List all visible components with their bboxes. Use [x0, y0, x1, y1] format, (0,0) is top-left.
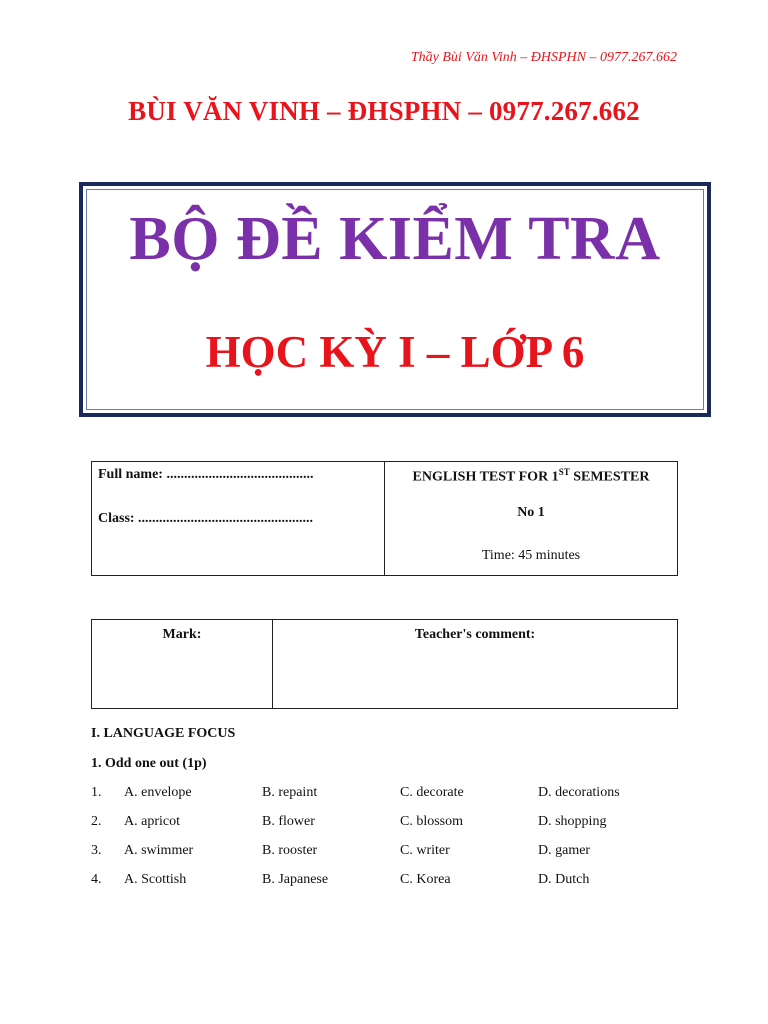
author-line: BÙI VĂN VINH – ĐHSPHN – 0977.267.662 — [128, 96, 640, 126]
title-main: BỘ ĐỀ KIỂM TRA — [129, 205, 661, 273]
option-b: B. rooster — [262, 843, 318, 858]
option-d: D. shopping — [538, 814, 607, 829]
option-a: A. swimmer — [124, 843, 194, 858]
question-row — [91, 843, 691, 863]
option-c: C. decorate — [400, 785, 464, 800]
class-field: Class: .................................................. — [98, 511, 314, 526]
mark-cell: Mark: — [92, 620, 273, 709]
question-row — [91, 785, 691, 805]
info-table — [91, 461, 678, 576]
option-c: C. blossom — [400, 814, 464, 829]
test-name-prefix: ENGLISH TEST FOR 1 — [412, 469, 559, 485]
test-number: No 1 — [517, 505, 545, 520]
test-name — [385, 467, 677, 486]
section-subheading: 1. Odd one out (1p) — [91, 756, 207, 771]
question-number: 2. — [91, 814, 102, 829]
option-b: B. Japanese — [262, 872, 329, 887]
mark-table — [91, 619, 678, 709]
title-sub: HỌC KỲ I – LỚP 6 — [205, 327, 585, 377]
test-name-sup: ST — [558, 467, 570, 477]
title-box — [79, 182, 711, 417]
test-time: Time: 45 minutes — [481, 548, 581, 563]
full-name-field: Full name: .......................................... — [98, 467, 314, 482]
test-name-suffix: SEMESTER — [569, 469, 650, 485]
question-number: 4. — [91, 872, 102, 887]
question-number: 1. — [91, 785, 102, 800]
teacher-comment-cell: Teacher's comment: — [273, 620, 678, 709]
option-d: D. gamer — [538, 843, 591, 858]
option-d: D. Dutch — [538, 872, 590, 887]
section-heading: I. LANGUAGE FOCUS — [91, 726, 236, 741]
option-c: C. writer — [400, 843, 450, 858]
header-note: Thầy Bùi Văn Vinh – ĐHSPHN – 0977.267.662 — [410, 50, 677, 65]
question-row — [91, 814, 691, 834]
student-info-cell — [92, 462, 385, 576]
option-b: B. repaint — [262, 785, 318, 800]
option-a: A. envelope — [124, 785, 192, 800]
test-info-cell — [385, 462, 678, 576]
option-d: D. decorations — [538, 785, 620, 800]
option-a: A. Scottish — [124, 872, 187, 887]
question-row — [91, 872, 691, 892]
option-b: B. flower — [262, 814, 315, 829]
option-a: A. apricot — [124, 814, 180, 829]
question-number: 3. — [91, 843, 102, 858]
option-c: C. Korea — [400, 872, 451, 887]
